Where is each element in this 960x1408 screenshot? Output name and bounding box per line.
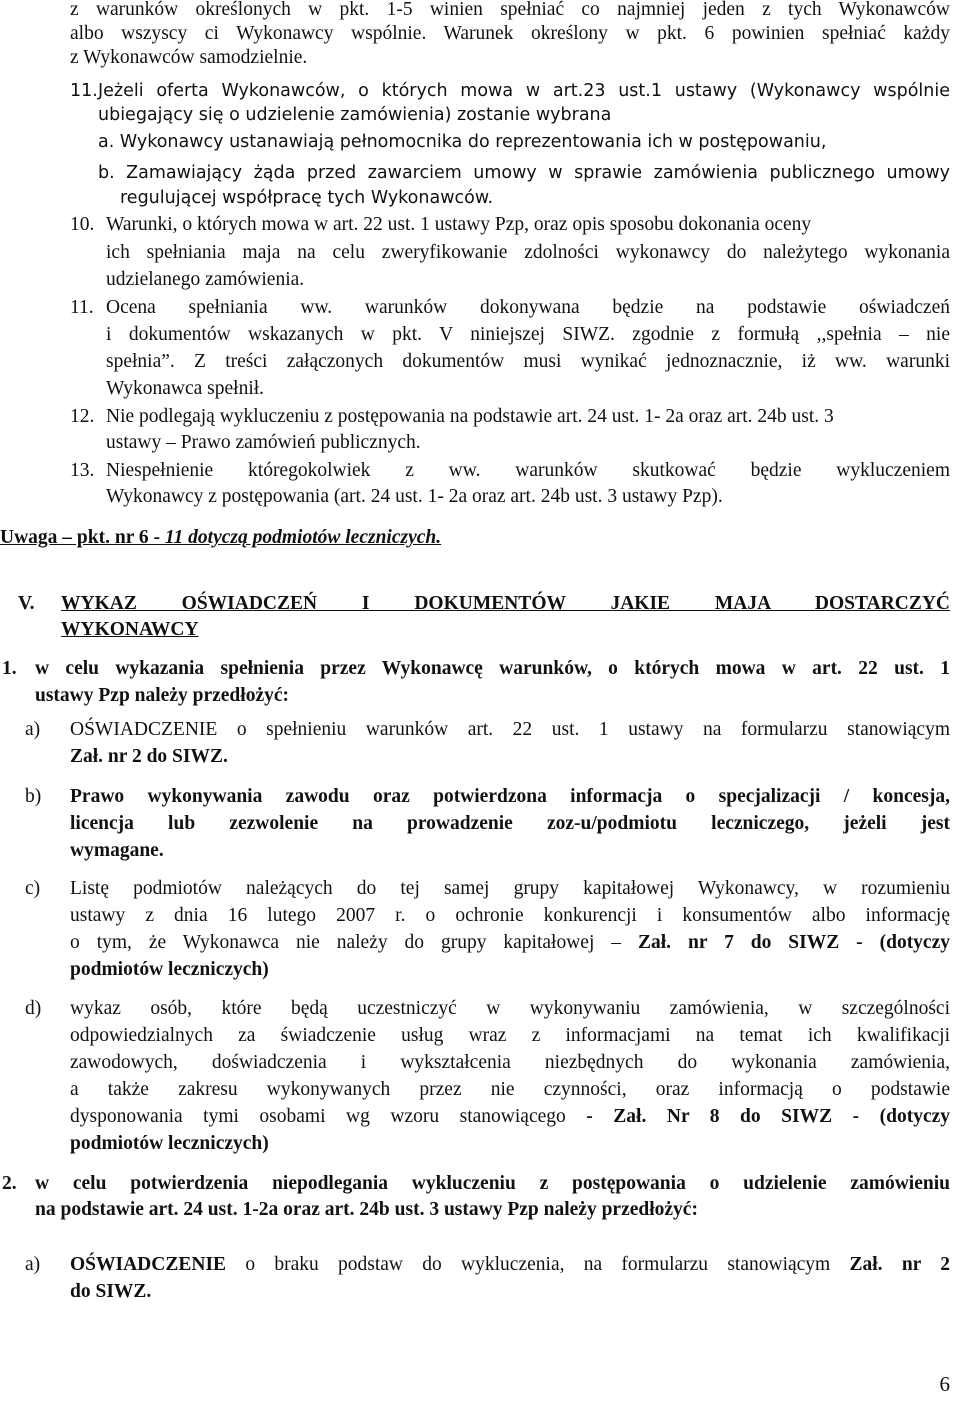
- point-1-line-1: w celu wykazania spełnienia przez Wykonawcę warunków, o których mowa w art. 22 ust. 1: [35, 658, 950, 679]
- p1c-line-2: ustawy z dnia 16 lutego 2007 r. o ochronie konkurencji i konsumentów albo informację: [70, 905, 950, 926]
- item-13-line-2: Wykonawcy z postępowania (art. 24 ust. 1- 2a oraz art. 24b ust. 3 ustawy Pzp).: [106, 486, 723, 507]
- item-11b-line-4: Wykonawca spełnił.: [106, 378, 265, 399]
- p1a-line-1: OŚWIADCZENIE o spełnieniu warunków art. 22 ust. 1 ustawy na formularzu stanowiącym: [70, 719, 950, 740]
- p1c-label: c): [25, 878, 41, 899]
- item-12-number: 12.: [70, 406, 95, 427]
- p1b-line-1: Prawo wykonywania zawodu oraz potwierdzona informacja o specjalizacji / koncesja,: [70, 786, 950, 807]
- p2a-line-2: do SIWZ.: [70, 1281, 152, 1302]
- p1c-line-1: Listę podmiotów należących do tej samej grupy kapitałowej Wykonawcy, w rozumieniu: [70, 878, 950, 899]
- p1c-line-3-plain: o tym, że Wykonawca nie należy do grupy kapitałowej –: [70, 932, 638, 953]
- p1d-line-2: odpowiedzialnych za świadczenie usług wraz z informacjami na temat ich kwalifikacji: [70, 1025, 950, 1046]
- item-11-sub-a: a. Wykonawcy ustanawiają pełnomocnika do reprezentowania ich w postępowaniu,: [98, 132, 827, 152]
- p2a-label: a): [25, 1254, 41, 1275]
- point-1-line-2: ustawy Pzp należy przedłożyć:: [35, 685, 289, 706]
- item-10-line-3: udzielanego zamówienia.: [106, 269, 305, 290]
- item-10-line-1: Warunki, o których mowa w art. 22 ust. 1 ustawy Pzp, oraz opis sposobu dokonania oceny: [106, 214, 812, 235]
- continuation-line-3: z Wykonawców samodzielnie.: [70, 47, 308, 68]
- section-v-title-line-1: WYKAZ OŚWIADCZEŃ I DOKUMENTÓW JAKIE MAJA DOSTARCZYĆ: [61, 593, 950, 614]
- item-13-line-1: Niespełnienie któregokolwiek z ww. warunków skutkować będzie wykluczeniem: [106, 460, 950, 481]
- page-number: 6: [939, 1372, 950, 1396]
- item-11-sub-b-line-2: regulującej współpracę tych Wykonawców.: [120, 188, 494, 208]
- item-11b-number: 11.: [70, 297, 94, 318]
- item-11-line-2: ubiegający się o udzielenie zamówienia) zostanie wybrana: [98, 105, 612, 125]
- p1c-line-3-bold: Zał. nr 7 do SIWZ - (dotyczy: [638, 932, 950, 953]
- section-v-number: V.: [18, 593, 35, 614]
- p1d-line-3: zawodowych, doświadczenia i wykształcenia niezbędnych do wykonania zamówienia,: [70, 1052, 950, 1073]
- point-2-line-1: w celu potwierdzenia niepodlegania wykluczeniu z postępowania o udzielenie zamówieniu: [35, 1173, 950, 1194]
- p1d-line-6: podmiotów leczniczych): [70, 1133, 269, 1154]
- section-v-title-line-2: WYKONAWCY: [61, 619, 199, 640]
- item-12-line-1: Nie podlegają wykluczeniu z postępowania na podstawie art. 24 ust. 1- 2a oraz art. 24b ust. 3: [106, 406, 834, 427]
- point-1-number: 1.: [2, 658, 17, 679]
- item-11-line-1: Jeżeli oferta Wykonawców, o których mowa w art.23 ust.1 ustawy (Wykonawcy wspólnie: [98, 81, 950, 101]
- item-10-line-2: ich spełniania maja na celu zweryfikowanie zdolności wykonawcy do należytego wykonania: [106, 242, 950, 263]
- item-11b-line-1: Ocena spełniania ww. warunków dokonywana będzie na podstawie oświadczeń: [106, 297, 950, 318]
- note-line: [0, 526, 441, 550]
- item-11-number: 11.: [70, 81, 98, 101]
- p1c-line-4: podmiotów leczniczych): [70, 959, 269, 980]
- p2a-line-1-bold-end: Zał. nr 2: [849, 1254, 950, 1275]
- p2a-line-1-plain: o braku podstaw do wykluczenia, na formularzu stanowiącym: [226, 1254, 850, 1275]
- item-11-sub-b-line-1: b. Zamawiający żąda przed zawarciem umowy w sprawie zamówienia publicznego umowy: [98, 163, 950, 183]
- point-2-line-2: na podstawie art. 24 ust. 1-2a oraz art. 24b ust. 3 ustawy Pzp należy przedłożyć:: [35, 1199, 698, 1220]
- p1a-label: a): [25, 719, 41, 740]
- p2a-line-1-bold-start: OŚWIADCZENIE: [70, 1254, 227, 1275]
- p1d-line-5-bold: - Zał. Nr 8 do SIWZ - (dotyczy: [586, 1106, 950, 1127]
- item-13-number: 13.: [70, 460, 95, 481]
- item-10-number: 10.: [70, 214, 95, 235]
- continuation-line-2: albo wszyscy ci Wykonawcy wspólnie. Warunek określony w pkt. 6 powinien spełniać każdy: [70, 23, 950, 44]
- p1d-label: d): [25, 998, 42, 1019]
- p1a-line-2: Zał. nr 2 do SIWZ.: [70, 746, 228, 767]
- p1b-label: b): [25, 786, 42, 807]
- p2a-line-1: [70, 1253, 950, 1277]
- point-2-number: 2.: [2, 1173, 17, 1194]
- p1b-line-3: wymagane.: [70, 840, 164, 861]
- continuation-line-1: z warunków określonych w pkt. 1-5 winien spełniać co najmniej jeden z tych Wykonawców: [70, 0, 950, 20]
- p1d-line-5: [70, 1105, 950, 1129]
- p1d-line-5-plain: dysponowania tymi osobami wg wzoru stanowiącego: [70, 1106, 587, 1127]
- p1d-line-1: wykaz osób, które będą uczestniczyć w wykonywaniu zamówienia, w szczególności: [70, 998, 950, 1019]
- item-11b-line-2: i dokumentów wskazanych w pkt. V niniejszej SIWZ. zgodnie z formułą ,,spełnia – nie: [106, 324, 950, 345]
- item-12-line-2: ustawy – Prawo zamówień publicznych.: [106, 432, 421, 453]
- item-11b-line-3: spełnia”. Z treści załączonych dokumentów musi wynikać jednoznacznie, iż ww. warunki: [106, 351, 950, 372]
- p1d-line-4: a także zakresu wykonywanych przez nie czynności, oraz informacją o podstawie: [70, 1079, 950, 1100]
- note-italic: 11 dotyczą podmiotów leczniczych.: [164, 527, 442, 548]
- p1b-line-2: licencja lub zezwolenie na prowadzenie zoz-u/podmiotu leczniczego, jeżeli jest: [70, 813, 950, 834]
- note-prefix: Uwaga – pkt. nr 6 -: [0, 527, 165, 548]
- p1c-line-3: [70, 931, 950, 955]
